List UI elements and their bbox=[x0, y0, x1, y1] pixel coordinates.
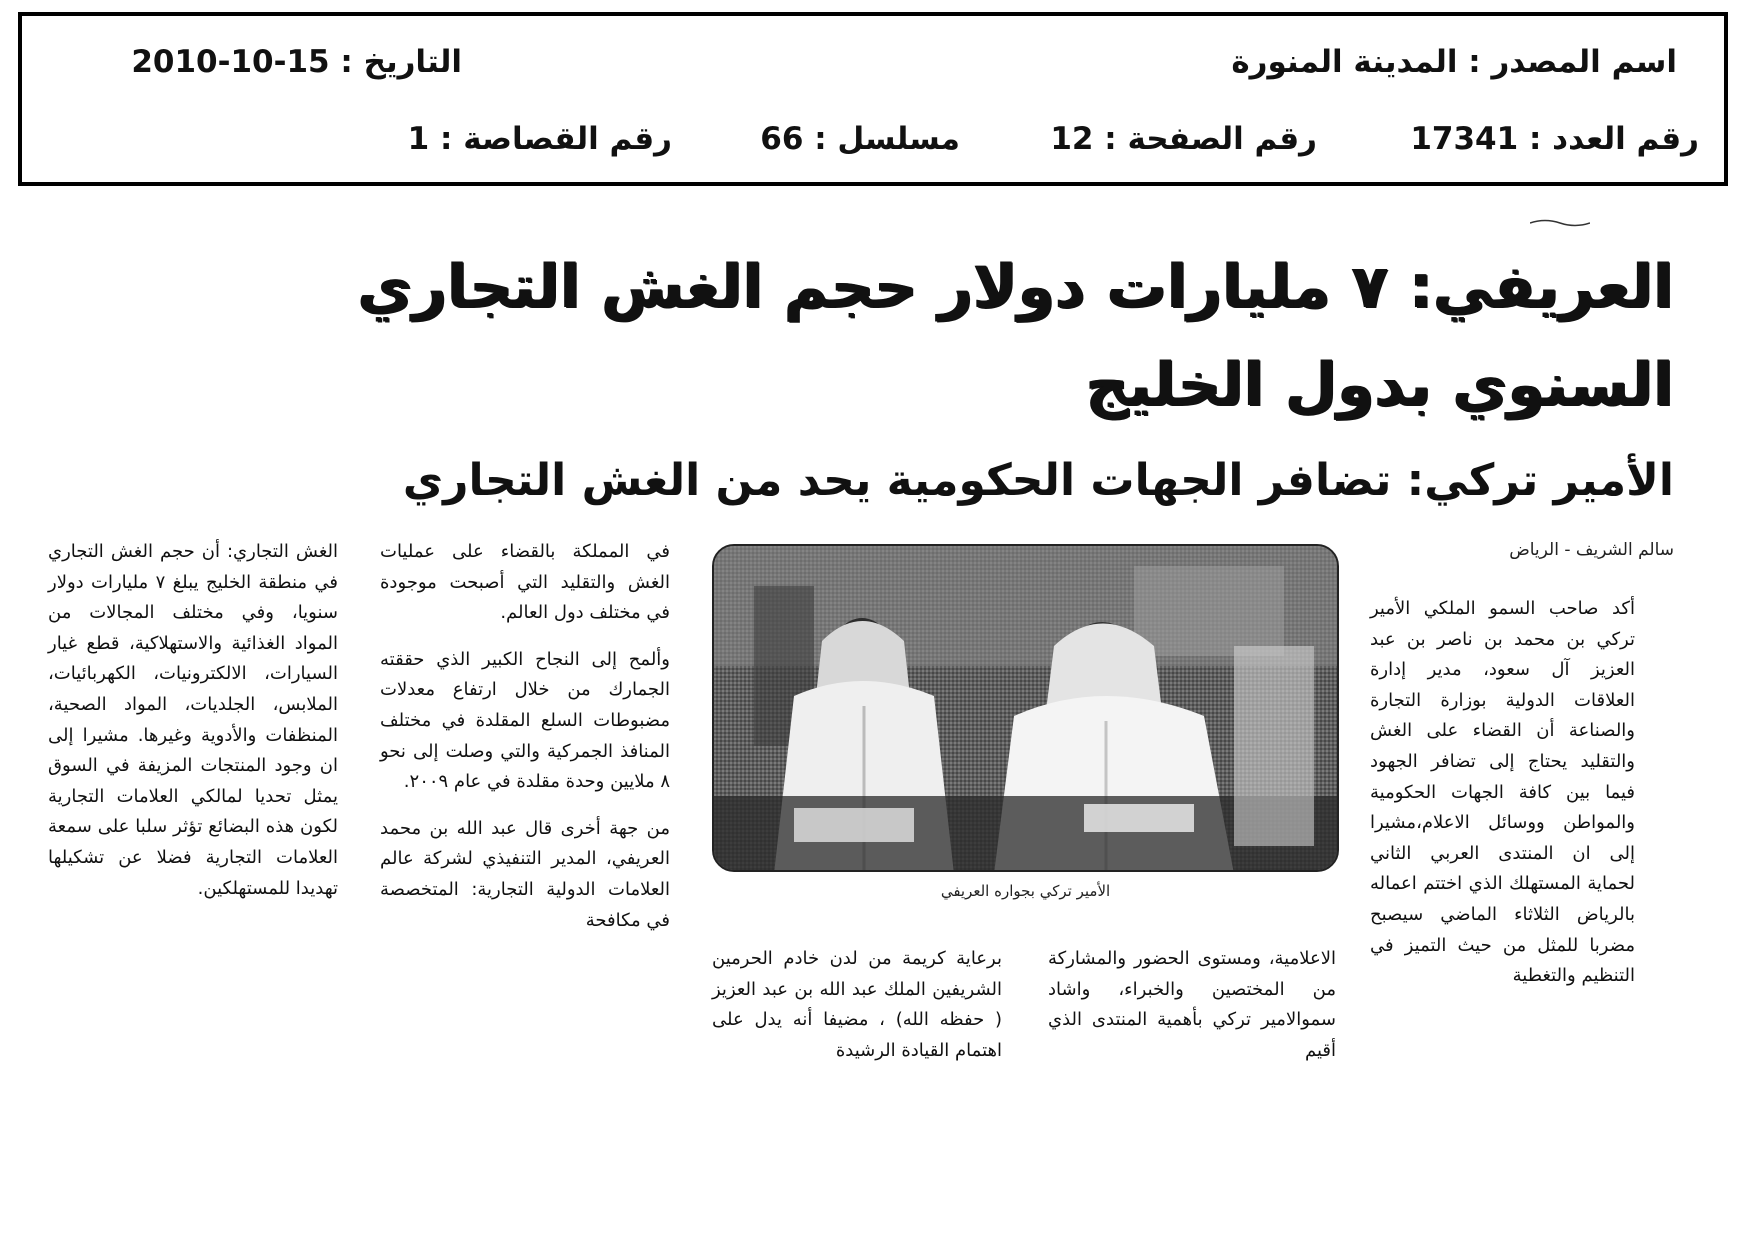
page-number: رقم الصفحة : 12 bbox=[1050, 121, 1317, 157]
issue-number: رقم العدد : 17341 bbox=[1410, 121, 1699, 157]
headline-line-1: العريفي: ٧ مليارات دولار حجم الغش التجاري bbox=[357, 252, 1674, 322]
column-4-paragraph-1: في المملكة بالقضاء على عمليات الغش والتقليد التي أصبحت موجودة في مختلف دول العالم. bbox=[380, 541, 670, 624]
headline-line-2: السنوي بدول الخليج bbox=[1085, 350, 1674, 420]
article-column-1 bbox=[1370, 594, 1635, 1008]
article-column-3 bbox=[712, 944, 1002, 1082]
clipping-header-box bbox=[18, 12, 1728, 186]
date-field: التاريخ : 15-10-2010 bbox=[131, 44, 462, 80]
article-column-5 bbox=[48, 537, 338, 920]
column-2-text: الاعلامية، ومستوى الحضور والمشاركة من المختصين والخبراء، واشاد سموالامير تركي بأهمية المنتدى الذي أقيم bbox=[1048, 948, 1336, 1061]
column-4-paragraph-3: من جهة أخرى قال عبد الله بن محمد العريفي، المدير التنفيذي لشركة عالم العلامات الدولية التجارية: المتخصصة في مكافحة bbox=[380, 817, 670, 931]
clipping-number: رقم القصاصة : 1 bbox=[407, 121, 672, 157]
column-1-text: أكد صاحب السمو الملكي الأمير تركي بن محمد بن ناصر بن عبد العزيز آل سعود، مدير إدارة العلاقات الدولية بوزارة التجارة والصناعة أن القضاء على الغش والتقليد يحتاج إلى تضافر الجهود فيما بين كافة الجهات الحكومية والمواطن ووسائل الاعلام،مشيرا إلى ان المنتدى العربي الثاني لحماية المستهلك الذي اختتم اعماله بالرياض الثلاثاء الماضي سيصبح مضربا للمثل من حيث التميز في التنظيم والتغطية bbox=[1370, 598, 1635, 987]
ornament-divider bbox=[1530, 218, 1590, 228]
serial-number: مسلسل : 66 bbox=[760, 121, 960, 157]
source-name: اسم المصدر : المدينة المنورة bbox=[1231, 44, 1677, 80]
column-5-text: الغش التجاري: أن حجم الغش التجاري في منطقة الخليج يبلغ ٧ مليارات دولار سنويا، وفي مختلف المجالات من المواد الغذائية والاستهلاكية، قطع غيار السيارات، الالكترونيات، الكهربائيات، الملابس، الجلديات، المواد الصحية، المنظفات والأدوية وغيرها. مشيرا إلى ان وجود المنتجات المزيفة في السوق يمثل تحديا لمالكي العلامات التجارية لكون هذه البضائع تؤثر سلبا على سمعة العلامات التجارية فضلا عن تشكيلها تهديدا للمستهلكين. bbox=[48, 541, 339, 899]
photo-caption: الأمير تركي بجواره العريفي bbox=[940, 882, 1111, 900]
article-column-4 bbox=[380, 537, 670, 952]
news-photo bbox=[712, 544, 1339, 872]
column-3-text: برعاية كريمة من لدن خادم الحرمين الشريفين الملك عبد الله بن عبد العزيز ( حفظه الله) ، مضيفا أنه يدل على اهتمام القيادة الرشيدة bbox=[712, 948, 1002, 1061]
photo-image bbox=[714, 546, 1339, 872]
subheadline: الأمير تركي: تضافر الجهات الحكومية يحد من الغش التجاري bbox=[402, 455, 1674, 506]
article-column-2 bbox=[1048, 944, 1336, 1082]
column-4-paragraph-2: وألمح إلى النجاح الكبير الذي حققته الجمارك من خلال ارتفاع معدلات مضبوطات السلع المقلدة في مختلف المنافذ الجمركية والتي وصلت إلى نحو ٨ ملايين وحدة مقلدة في عام ٢٠٠٩. bbox=[380, 648, 670, 793]
byline: سالم الشريف - الرياض bbox=[1509, 540, 1674, 560]
